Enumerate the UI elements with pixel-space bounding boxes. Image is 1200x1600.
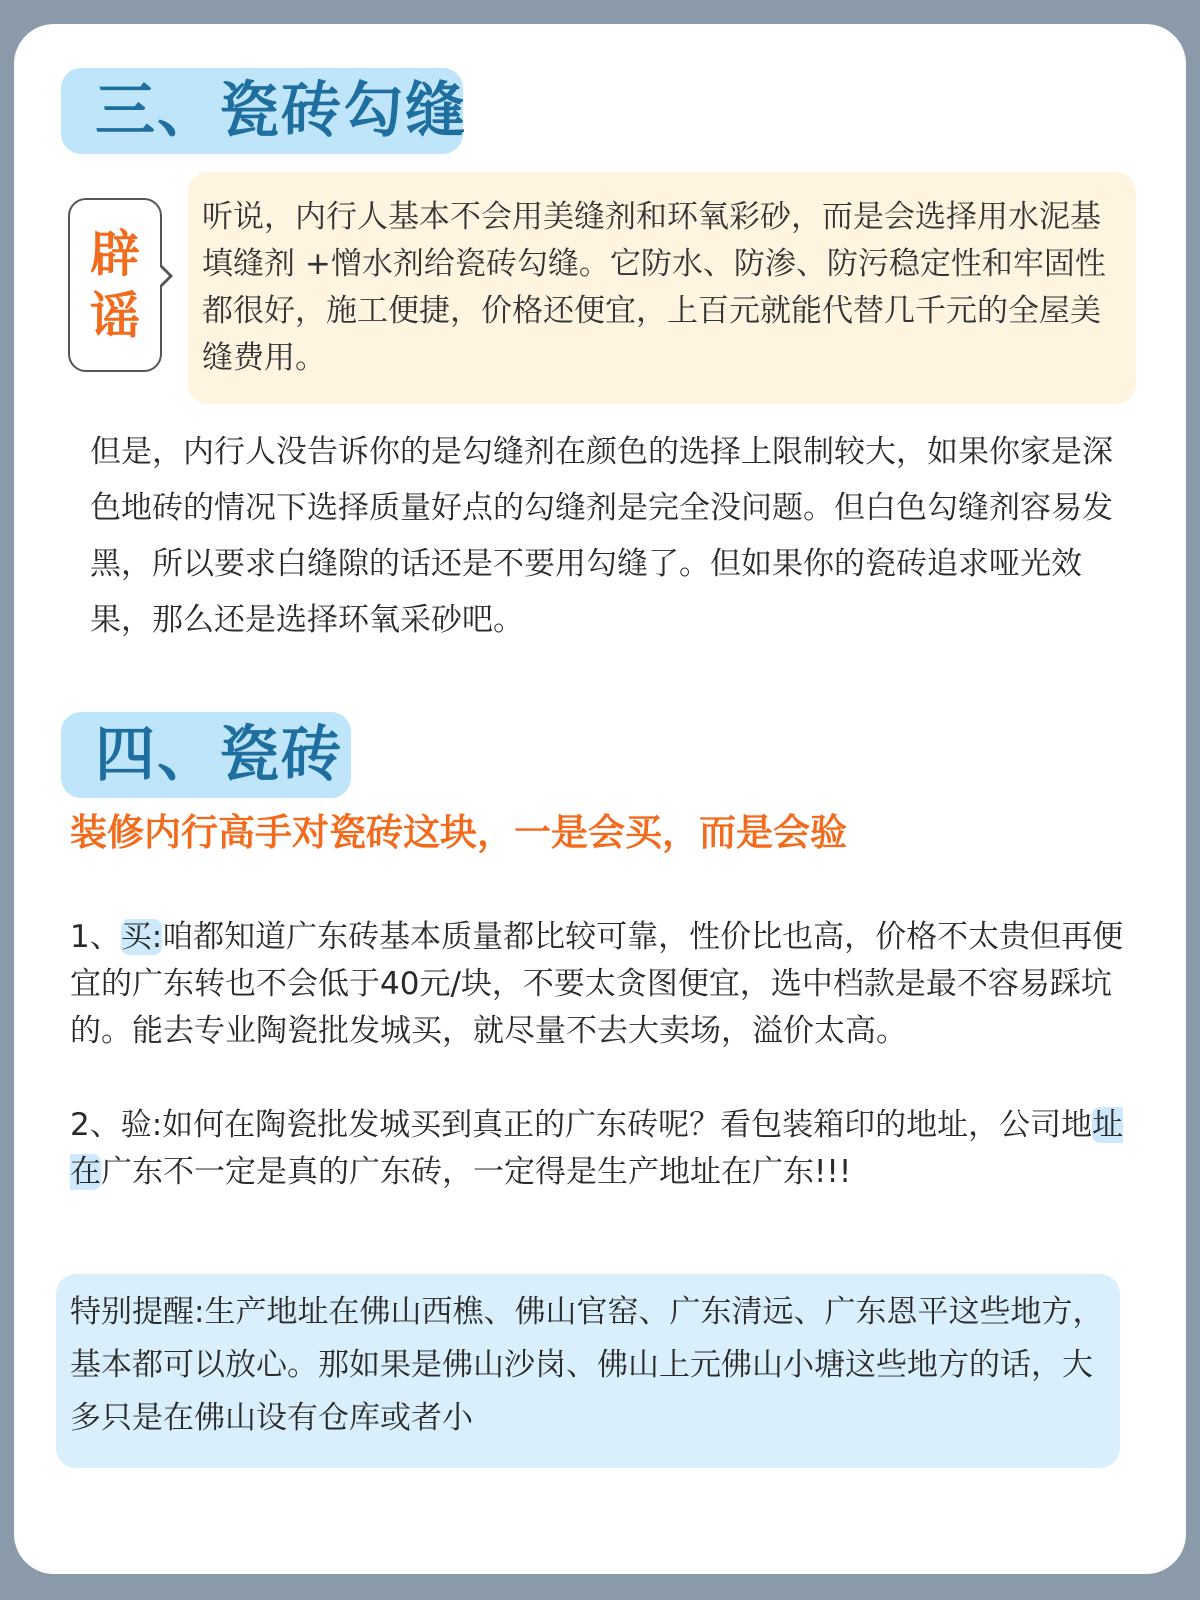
rumor-text: 听说，内行人基本不会用美缝剂和环氧彩砂，而是会选择用水泥基填缝剂 +憎水剂给瓷砖勾缝。它防水、防渗、防污稳定性和牢固性都很好，施工便捷，价格还便宜，上百元就能代替几千元的全屋美缝费用。 — [202, 199, 1106, 376]
debunk-tag — [68, 198, 162, 372]
debunk-tag-char-2: 谣 — [90, 287, 140, 345]
buy-tip-keyword: 买: — [120, 919, 163, 955]
rumor-text-box — [188, 172, 1136, 404]
buy-tip-paragraph — [70, 914, 1140, 1055]
grout-explanation-paragraph: 但是，内行人没告诉你的是勾缝剂在颜色的选择上限制较大，如果你家是深色地砖的情况下选择质量好点的勾缝剂是完全没问题。但白色勾缝剂容易发黑，所以要求白缝隙的话还是不要用勾缝了。但如果你的瓷砖追求哑光效果，那么还是选择环氧采砂吧。 — [90, 434, 1113, 638]
debunk-tag-char-1: 辟 — [90, 225, 140, 283]
section-title-tiles: 四、瓷砖 — [61, 712, 351, 798]
special-reminder-box — [56, 1274, 1120, 1468]
tiles-subtitle: 装修内行高手对瓷砖这块，一是会买，而是会验 — [70, 811, 847, 854]
section-title-grout: 三、瓷砖勾缝 — [61, 68, 463, 154]
verify-tip-text-2: 广东不一定是真的广东砖，一定得是生产地址在广东!!! — [101, 1154, 852, 1190]
verify-tip-paragraph — [70, 1102, 1140, 1196]
content-card — [14, 24, 1186, 1574]
verify-tip-highlight: 址在 — [70, 1107, 1124, 1190]
buy-tip-text: 咱都知道广东砖基本质量都比较可靠，性价比也高，价格不太贵但再便宜的广东转也不会低于40元/块，不要太贪图便宜，选中档款是最不容易踩坑的。能去专业陶瓷批发城买，就尽量不去大卖场，溢价太高。 — [70, 919, 1124, 1049]
buy-tip-number: 1、 — [70, 919, 121, 955]
verify-tip-text-1: 2、验:如何在陶瓷批发城买到真正的广东砖呢？看包装箱印的地址，公司地 — [70, 1107, 1093, 1143]
special-reminder-text: 特别提醒:生产地址在佛山西樵、佛山官窑、广东清远、广东恩平这些地方，基本都可以放心。那如果是佛山沙岗、佛山上元佛山小塘这些地方的话，大多只是在佛山设有仓库或者小 — [70, 1294, 1104, 1436]
